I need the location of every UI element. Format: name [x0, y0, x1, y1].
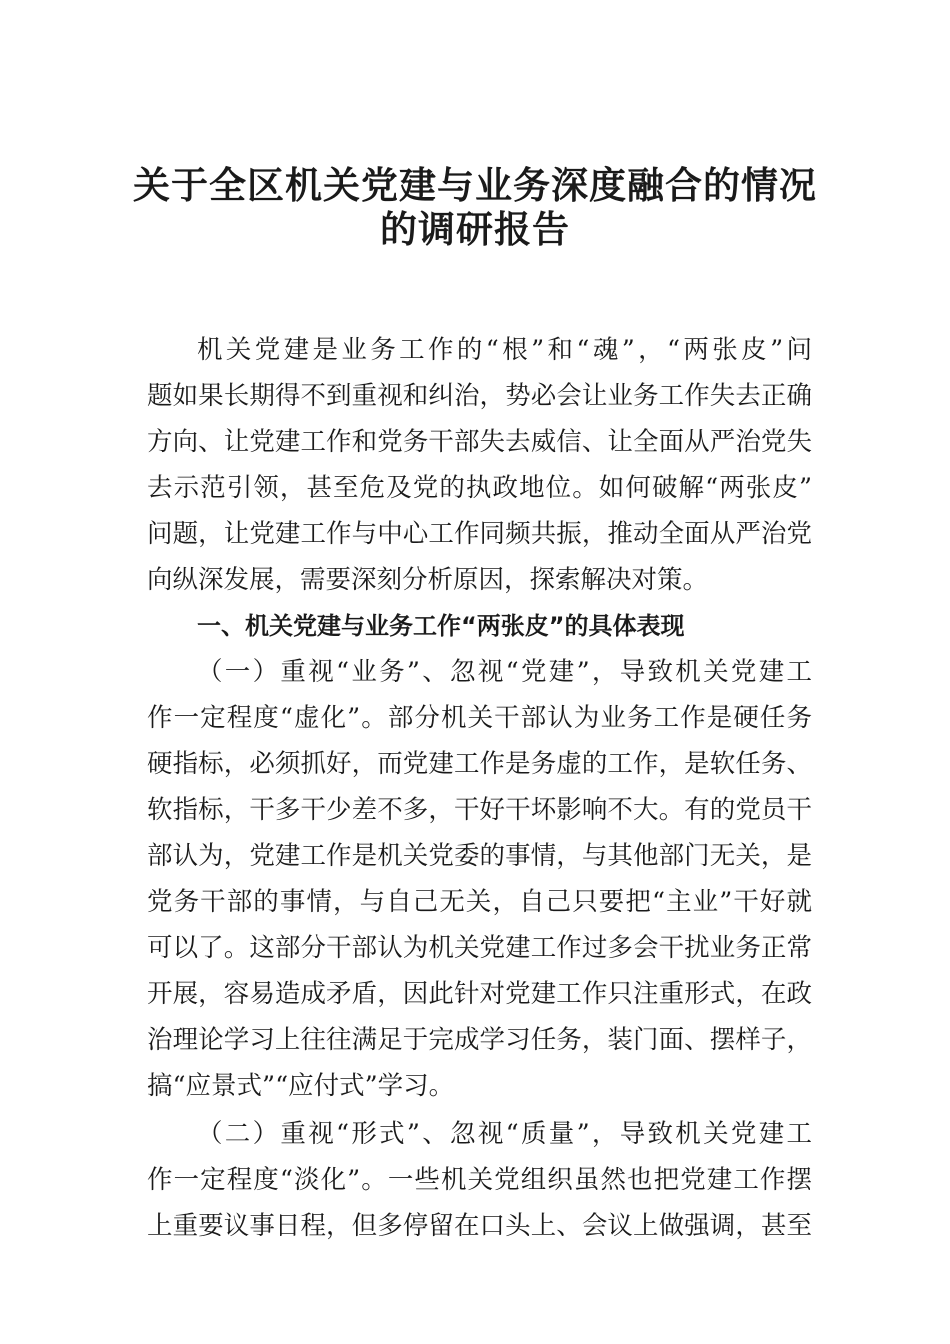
text-line: 作一定程度“淡化”。一些机关党组织虽然也把党建工作摆 [147, 1165, 812, 1195]
text-line: 党务干部的事情，与自己无关，自己只要把“主业”干好就 [147, 887, 812, 917]
text-line: 治理论学习上往往满足于完成学习任务，装门面、摆样子， [147, 1025, 812, 1055]
text-line: 去示范引领，甚至危及党的执政地位。如何破解“两张皮” [147, 473, 812, 503]
text-line: 作一定程度“虚化”。部分机关干部认为业务工作是硬任务 [147, 703, 812, 733]
text-line: 部认为，党建工作是机关党委的事情，与其他部门无关，是 [147, 841, 812, 871]
text-line: （一）重视“业务”、忽视“党建”，导致机关党建工 [197, 657, 812, 687]
text-line: 方向、让党建工作和党务干部失去威信、让全面从严治党失 [147, 427, 812, 457]
text-line: 开展，容易造成矛盾，因此针对党建工作只注重形式，在政 [147, 979, 812, 1009]
text-line: 机关党建是业务工作的“根”和“魂”，“两张皮”问 [197, 335, 812, 365]
paragraph-2 [147, 1111, 812, 1249]
text-line: 软指标，干多干少差不多，干好干坏影响不大。有的党员干 [147, 795, 812, 825]
document-title-line-1: 关于全区机关党建与业务深度融合的情况 [133, 163, 817, 207]
section-heading [147, 603, 812, 649]
text-line: 问题，让党建工作与中心工作同频共振，推动全面从严治党 [147, 519, 812, 549]
text-line: 可以了。这部分干部认为机关党建工作过多会干扰业务正常 [147, 933, 812, 963]
document-title-line-2: 的调研报告 [380, 207, 570, 251]
text-line: 搞“应景式”“应付式”学习。 [147, 1071, 455, 1101]
text-line: （二）重视“形式”、忽视“质量”，导致机关党建工 [197, 1119, 812, 1149]
text-line: 题如果长期得不到重视和纠治，势必会让业务工作失去正确 [147, 381, 812, 411]
text-line: 硬指标，必须抓好，而党建工作是务虚的工作，是软任务、 [147, 749, 812, 779]
text-line: 上重要议事日程，但多停留在口头上、会议上做强调，甚至 [147, 1211, 812, 1241]
section-1-heading: 一、机关党建与业务工作“两张皮”的具体表现 [197, 612, 685, 640]
intro-paragraph [147, 327, 812, 603]
paragraph-1 [147, 649, 812, 1109]
text-line: 向纵深发展，需要深刻分析原因，探索解决对策。 [147, 565, 709, 595]
